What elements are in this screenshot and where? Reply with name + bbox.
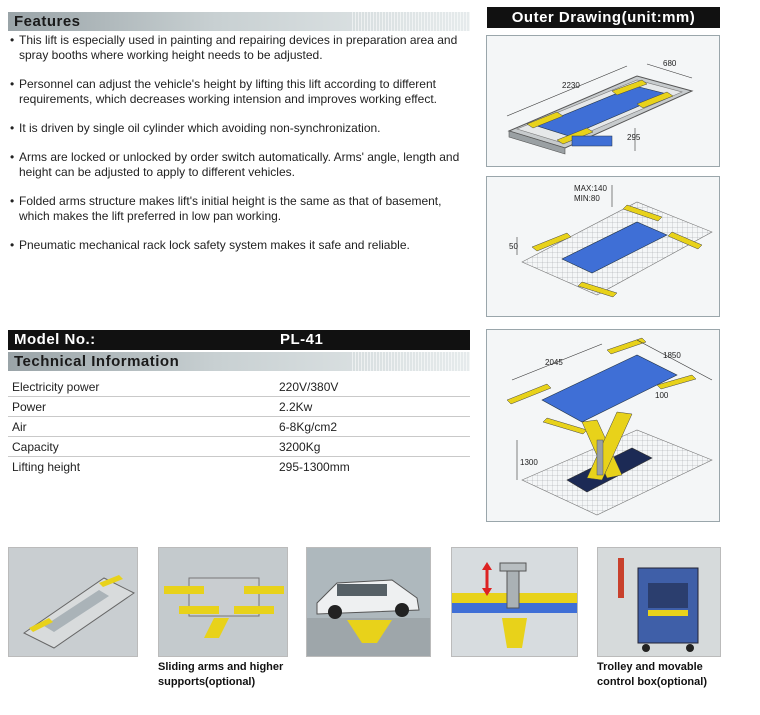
caption-line: control box(optional) bbox=[597, 676, 707, 688]
dim-arm: 100 bbox=[655, 391, 669, 400]
dim-length: 2230 bbox=[562, 81, 580, 90]
model-label: Model No.: bbox=[14, 331, 96, 348]
outer-drawing-2 bbox=[486, 176, 720, 317]
feature-item: • Arms are locked or unlocked by order switch automatically. Arms' angle, length and height can be adjusted to apply to different vehicles. bbox=[10, 150, 475, 180]
spec-row bbox=[8, 377, 470, 397]
photo-lift-detail bbox=[451, 547, 578, 657]
lift-drawing-flat bbox=[487, 36, 719, 166]
model-value: PL-41 bbox=[280, 331, 324, 348]
caption-sliding-arms bbox=[158, 660, 308, 690]
spec-value: 6-8Kg/cm2 bbox=[279, 420, 338, 434]
features-title: Features bbox=[14, 13, 81, 30]
spec-key: Electricity power bbox=[12, 380, 100, 394]
spec-value: 3200Kg bbox=[279, 440, 321, 454]
spec-value: 295-1300mm bbox=[279, 460, 350, 474]
dim-side: 50 bbox=[509, 242, 518, 251]
lift-drawing-arms bbox=[487, 177, 719, 316]
outer-drawing-title: Outer Drawing(unit:mm) bbox=[487, 7, 720, 28]
spec-row bbox=[8, 457, 470, 477]
outer-drawing-1 bbox=[486, 35, 720, 167]
dim-width: 680 bbox=[663, 59, 677, 68]
feature-item: • Personnel can adjust the vehicle's height by lifting this lift according to different requirements, which decreases working intension and improves working effect. bbox=[10, 77, 475, 107]
caption-line: Trolley and movable bbox=[597, 661, 703, 673]
spec-key: Power bbox=[12, 400, 47, 414]
header-stripes bbox=[350, 352, 470, 371]
caption-line: supports(optional) bbox=[158, 676, 256, 688]
dim-max: MAX:140 bbox=[574, 184, 607, 193]
spec-key: Capacity bbox=[12, 440, 59, 454]
dim-width: 1850 bbox=[663, 351, 681, 360]
spec-row bbox=[8, 417, 470, 437]
spec-key: Lifting height bbox=[12, 460, 81, 474]
features-list bbox=[10, 33, 475, 267]
model-bar bbox=[8, 330, 470, 350]
dim-min: MIN:80 bbox=[574, 194, 600, 203]
dim-height: 1300 bbox=[520, 458, 538, 467]
technical-title: Technical Information bbox=[14, 353, 180, 370]
dim-length: 2045 bbox=[545, 358, 563, 367]
feature-item: • It is driven by single oil cylinder which avoiding non-synchronization. bbox=[10, 121, 475, 136]
lift-drawing-raised bbox=[487, 330, 719, 521]
dim-height: 295 bbox=[627, 133, 641, 142]
caption-line: Sliding arms and higher bbox=[158, 661, 284, 673]
spec-value: 2.2Kw bbox=[279, 400, 313, 414]
spec-value: 220V/380V bbox=[279, 380, 339, 394]
photo-car-on-lift bbox=[306, 547, 431, 657]
spec-row bbox=[8, 397, 470, 417]
header-stripes bbox=[350, 12, 470, 31]
feature-item: • Folded arms structure makes lift's initial height is the same as that of basement, which makes the lift preferred in low pan working. bbox=[10, 194, 475, 224]
spec-row bbox=[8, 437, 470, 457]
technical-header bbox=[8, 352, 470, 371]
spec-key: Air bbox=[12, 420, 27, 434]
spec-table bbox=[8, 377, 470, 477]
feature-item: • This lift is especially used in painting and repairing devices in preparation area and spray booths where working height needs to be adjusted. bbox=[10, 33, 475, 63]
photo-lift-floor bbox=[8, 547, 138, 657]
photo-sliding-arms bbox=[158, 547, 288, 657]
photo-trolley bbox=[597, 547, 721, 657]
feature-item: • Pneumatic mechanical rack lock safety system makes it safe and reliable. bbox=[10, 238, 475, 253]
outer-drawing-3 bbox=[486, 329, 720, 522]
caption-trolley bbox=[597, 660, 747, 690]
features-header bbox=[8, 12, 470, 31]
